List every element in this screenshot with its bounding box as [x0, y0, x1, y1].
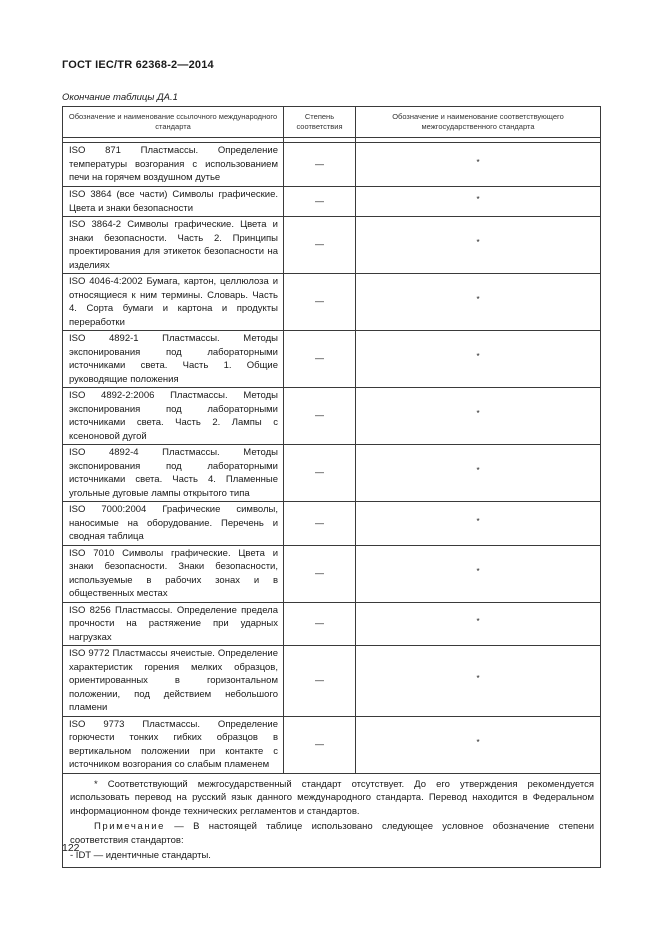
degree-value: —	[284, 602, 356, 646]
table-row	[63, 716, 601, 773]
degree-value: —	[284, 388, 356, 445]
interstate-value: *	[356, 274, 601, 331]
header-degree-of-conformity: Степень соответствия	[284, 107, 356, 138]
table-row	[63, 502, 601, 546]
interstate-value: *	[356, 602, 601, 646]
document-title: ГОСТ IEC/TR 62368-2—2014	[62, 59, 214, 71]
table-header-row	[63, 107, 601, 138]
degree-value: —	[284, 274, 356, 331]
degree-value: —	[284, 143, 356, 187]
standard-name: ISO 7000:2004 Графические символы, наносимые на оборудование. Перечень и сводная таблица	[63, 502, 284, 546]
interstate-value: *	[356, 502, 601, 546]
idt-line: - IDT — идентичные стандарты.	[70, 850, 211, 861]
note-paragraph	[70, 820, 594, 847]
header-international-standard: Обозначение и наименование ссылочного международного стандарта	[63, 107, 284, 138]
degree-value: —	[284, 445, 356, 502]
table-row	[63, 331, 601, 388]
note-text: — В настоящей таблице использовано следующее условное обозначение степени соответствия стандартов:	[70, 821, 594, 846]
standard-name: ISO 871 Пластмассы. Определение температуры возгорания с использованием печи на горячем воздушном дутье	[63, 143, 284, 187]
standard-name: ISO 9773 Пластмассы. Определение горючести тонких гибких образцов в вертикальном положении при контакте с источником возгорания со слабым пламенем	[63, 716, 284, 773]
table-footnote	[63, 773, 601, 867]
interstate-value: *	[356, 388, 601, 445]
degree-value: —	[284, 646, 356, 717]
header-interstate-standard: Обозначение и наименование соответствующего межгосударственного стандарта	[356, 107, 601, 138]
table-caption: Окончание таблицы ДА.1	[62, 92, 178, 103]
table-row	[63, 388, 601, 445]
interstate-value: *	[356, 187, 601, 217]
table-row	[63, 602, 601, 646]
interstate-value: *	[356, 331, 601, 388]
standard-name: ISO 4892-2:2006 Пластмассы. Методы экспонирования под лабораторными источниками света. Часть 2. Лампы с ксеноновой дугой	[63, 388, 284, 445]
standards-table	[62, 106, 601, 868]
interstate-value: *	[356, 445, 601, 502]
note-label: Примечание	[94, 821, 165, 832]
standard-name: ISO 3864 (все части) Символы графические. Цвета и знаки безопасности	[63, 187, 284, 217]
table-footnote-row	[63, 773, 601, 867]
table-row	[63, 545, 601, 602]
standard-name: ISO 4046-4:2002 Бумага, картон, целлюлоза и относящиеся к ним термины. Словарь. Часть 4. Сорта бумаги и картона и продукты переработки	[63, 274, 284, 331]
asterisk-note: * Соответствующий межгосударственный стандарт отсутствует. До его утверждения рекомендуется использовать перевод на русский язык данного международного стандарта. Перевод находится в Федеральном информационном фонде технических регламентов и стандартов.	[70, 778, 594, 817]
interstate-value: *	[356, 545, 601, 602]
interstate-value: *	[356, 143, 601, 187]
standard-name: ISO 4892-4 Пластмассы. Методы экспонирования под лабораторными источниками света. Часть 4. Пламенные угольные дуговые лампы открытого типа	[63, 445, 284, 502]
degree-value: —	[284, 217, 356, 274]
degree-value: —	[284, 331, 356, 388]
degree-value: —	[284, 716, 356, 773]
interstate-value: *	[356, 217, 601, 274]
degree-value: —	[284, 187, 356, 217]
standard-name: ISO 8256 Пластмассы. Определение предела прочности на растяжение при ударных нагрузках	[63, 602, 284, 646]
table-row	[63, 187, 601, 217]
degree-value: —	[284, 545, 356, 602]
table-row	[63, 274, 601, 331]
standard-name: ISO 9772 Пластмассы ячеистые. Определение характеристик горения мелких образцов, ориентированных в горизонтальном положении, под действием небольшого пламени	[63, 646, 284, 717]
standard-name: ISO 7010 Символы графические. Цвета и знаки безопасности. Знаки безопасности, используемые в рабочих зонах и в общественных местах	[63, 545, 284, 602]
table-row	[63, 646, 601, 717]
table-row	[63, 143, 601, 187]
table-row	[63, 445, 601, 502]
standard-name: ISO 3864-2 Символы графические. Цвета и знаки безопасности. Часть 2. Принципы проектирования для этикеток безопасности на изделиях	[63, 217, 284, 274]
table-row	[63, 217, 601, 274]
page-number: 122	[62, 842, 80, 854]
interstate-value: *	[356, 716, 601, 773]
interstate-value: *	[356, 646, 601, 717]
degree-value: —	[284, 502, 356, 546]
standard-name: ISO 4892-1 Пластмассы. Методы экспонирования под лабораторными источниками света. Часть 1. Общие руководящие положения	[63, 331, 284, 388]
